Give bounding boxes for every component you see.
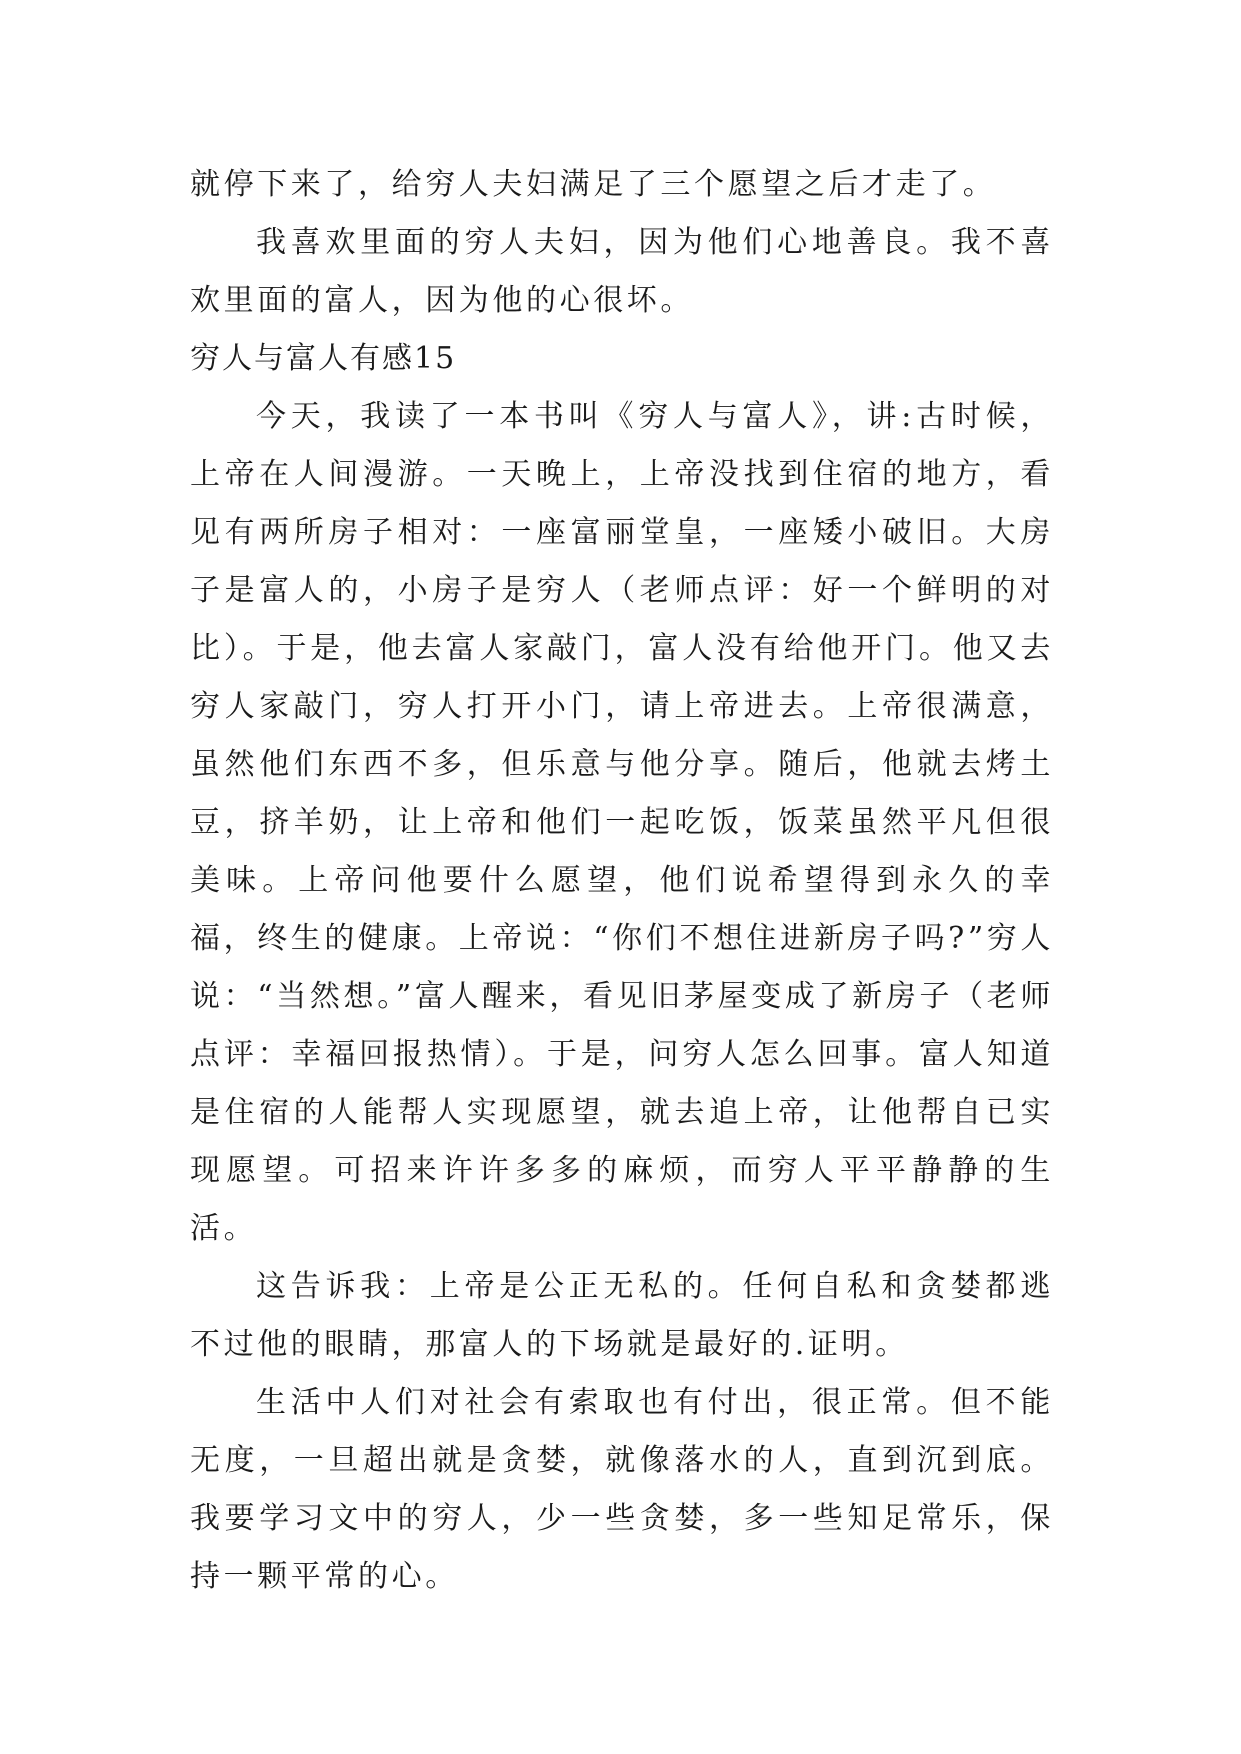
paragraph-continuation: 就停下来了，给穷人夫妇满足了三个愿望之后才走了。: [190, 167, 997, 202]
section-title: 穷人与富人有感15: [190, 341, 457, 376]
paragraph-opinion: 我喜欢里面的穷人夫妇，因为他们心地善良。我不喜欢里面的富人，因为他的心很坏。: [190, 225, 1054, 318]
paragraph-lesson: 这告诉我：上帝是公正无私的。任何自私和贪婪都逃不过他的眼睛，那富人的下场就是最好的.证明。: [190, 1269, 1054, 1362]
document-body: [190, 156, 1054, 1606]
paragraph-conclusion: 生活中人们对社会有索取也有付出，很正常。但不能无度，一旦超出就是贪婪，就像落水的人，直到沉到底。我要学习文中的穷人，少一些贪婪，多一些知足常乐，保持一颗平常的心。: [190, 1385, 1054, 1594]
paragraph-story: 今天，我读了一本书叫《穷人与富人》，讲:古时候，上帝在人间漫游。一天晚上，上帝没找到住宿的地方，看见有两所房子相对：一座富丽堂皇，一座矮小破旧。大房子是富人的，小房子是穷人（老师点评：好一个鲜明的对比）。于是，他去富人家敲门，富人没有给他开门。他又去穷人家敲门，穷人打开小门，请上帝进去。上帝很满意，虽然他们东西不多，但乐意与他分享。随后，他就去烤土豆，挤羊奶，让上帝和他们一起吃饭，饭菜虽然平凡但很美味。上帝问他要什么愿望，他们说希望得到永久的幸福，终生的健康。上帝说：“你们不想住进新房子吗?”穷人说：“当然想。”富人醒来，看见旧茅屋变成了新房子（老师点评：幸福回报热情）。于是，问穷人怎么回事。富人知道是住宿的人能帮人实现愿望，就去追上帝，让他帮自已实现愿望。可招来许许多多的麻烦，而穷人平平静静的生活。: [190, 399, 1054, 1246]
